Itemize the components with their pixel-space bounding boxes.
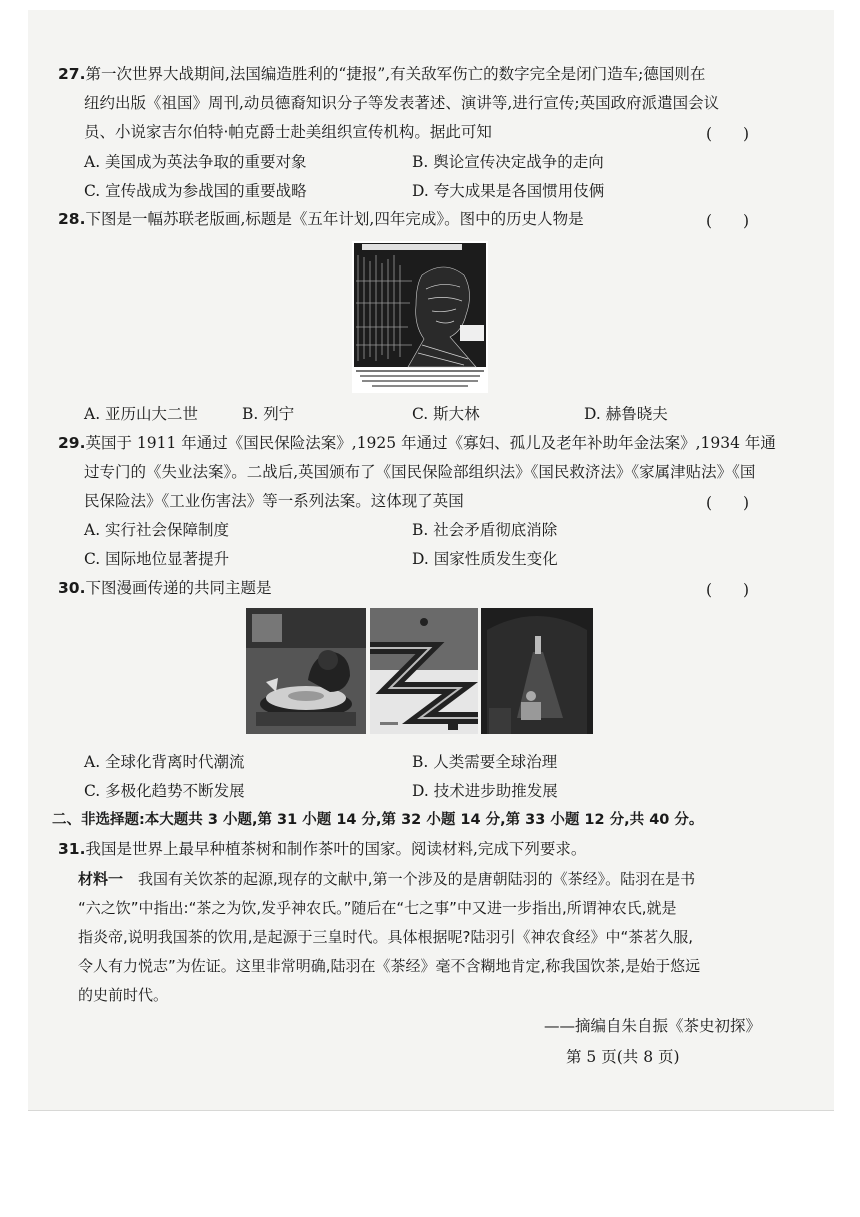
q27-stem-text: 第一次世界大战期间,法国编造胜利的“捷报”,有关敌军伤亡的数字完全是闭门造车;德国则在: [85, 65, 706, 83]
q30-stem-text: 下图漫画传递的共同主题是: [85, 579, 272, 597]
q29-option-d[interactable]: D. 国家性质发生变化: [412, 550, 558, 568]
q27-option-a[interactable]: A. 美国成为英法争取的重要对象: [84, 153, 307, 171]
q31-stem: [58, 839, 586, 859]
q31-material-line2: “六之饮”中指出:“茶之为饮,发乎神农氏。”随后在“七之事”中又进一步指出,所谓神农氏,就是: [78, 899, 677, 917]
q29-stem-text: 英国于 1911 年通过《国民保险法案》,1925 年通过《寡妇、孤儿及老年补助年金法案》,1934 年通: [85, 434, 776, 452]
q30-answer-blank[interactable]: ( ): [706, 581, 750, 599]
q29-option-a[interactable]: A. 实行社会保障制度: [84, 521, 230, 539]
q30-stem: [58, 578, 271, 598]
q29-answer-blank[interactable]: ( ): [706, 494, 750, 512]
q31-material-line3: 指炎帝,说明我国茶的饮用,是起源于三皇时代。具体根据呢?陆羽引《神农食经》中“茶茗久服,: [78, 928, 694, 946]
q28-answer-blank[interactable]: ( ): [706, 212, 750, 230]
section-2-heading: 二、非选择题:本大题共 3 小题,第 31 小题 14 分,第 32 小题 14 分,第 33 小题 12 分,共 40 分。: [52, 812, 704, 828]
q27-line1: [58, 64, 705, 84]
q29-line3: 民保险法》《工业伤害法》等一系列法案。这体现了英国: [84, 492, 464, 510]
q29-line2: 过专门的《失业法案》。二战后,英国颁布了《国民保险部组织法》《国民救济法》《家属津贴法》《国: [84, 463, 756, 481]
q28-option-b[interactable]: B. 列宁: [242, 405, 295, 423]
q30-option-d[interactable]: D. 技术进步助推发展: [412, 782, 558, 800]
q27-option-c[interactable]: C. 宣传战成为参战国的重要战略: [84, 182, 307, 200]
q31-material-line1: [78, 869, 695, 889]
q30-option-a[interactable]: A. 全球化背离时代潮流: [84, 753, 245, 771]
q27-line2: 纽约出版《祖国》周刊,动员德裔知识分子等发表著述、演讲等,进行宣传;英国政府派遣国会议: [84, 94, 720, 112]
page-number-footer: 第 5 页(共 8 页): [566, 1048, 680, 1066]
q27-option-b[interactable]: B. 舆论宣传决定战争的走向: [412, 153, 604, 171]
q27-line3: 员、小说家吉尔伯特·帕克爵士赴美组织宣传机构。据此可知: [84, 123, 492, 141]
q29-option-b[interactable]: B. 社会矛盾彻底消除: [412, 521, 558, 539]
q27-answer-blank[interactable]: ( ): [706, 125, 750, 143]
q31-material-line5: 的史前时代。: [78, 986, 169, 1004]
material-one-label: 材料一: [78, 870, 124, 888]
soviet-woodcut-image: [352, 241, 488, 393]
q29-option-c[interactable]: C. 国际地位显著提升: [84, 550, 230, 568]
q31-stem-text: 我国是世界上最早种植茶树和制作茶叶的国家。阅读材料,完成下列要求。: [85, 840, 587, 858]
q27-number: 27.: [58, 65, 86, 83]
q29-number: 29.: [58, 434, 86, 452]
cartoon-2-image: [370, 608, 478, 734]
q28-option-d[interactable]: D. 赫鲁晓夫: [584, 405, 668, 423]
q28-number: 28.: [58, 210, 86, 228]
cartoon-1-image: [246, 608, 366, 734]
q29-line1: [58, 433, 776, 453]
cartoon-3-image: [481, 608, 593, 734]
q30-option-b[interactable]: B. 人类需要全球治理: [412, 753, 558, 771]
q27-option-d[interactable]: D. 夸大成果是各国惯用伎俩: [412, 182, 605, 200]
q30-number: 30.: [58, 579, 86, 597]
q28-option-c[interactable]: C. 斯大林: [412, 405, 480, 423]
q28-stem-text: 下图是一幅苏联老版画,标题是《五年计划,四年完成》。图中的历史人物是: [85, 210, 584, 228]
q31-source: ——摘编自朱自振《茶史初探》: [544, 1017, 762, 1035]
q28-stem: [58, 209, 584, 229]
q31-number: 31.: [58, 840, 86, 858]
q31-material-line4: 令人有力悦志”为佐证。这里非常明确,陆羽在《茶经》毫不含糊地肯定,称我国饮茶,是始于悠远: [78, 957, 701, 975]
q30-option-c[interactable]: C. 多极化趋势不断发展: [84, 782, 245, 800]
material-one-text: 我国有关饮茶的起源,现存的文献中,第一个涉及的是唐朝陆羽的《茶经》。陆羽在是书: [138, 870, 696, 888]
q28-option-a[interactable]: A. 亚历山大二世: [84, 405, 199, 423]
